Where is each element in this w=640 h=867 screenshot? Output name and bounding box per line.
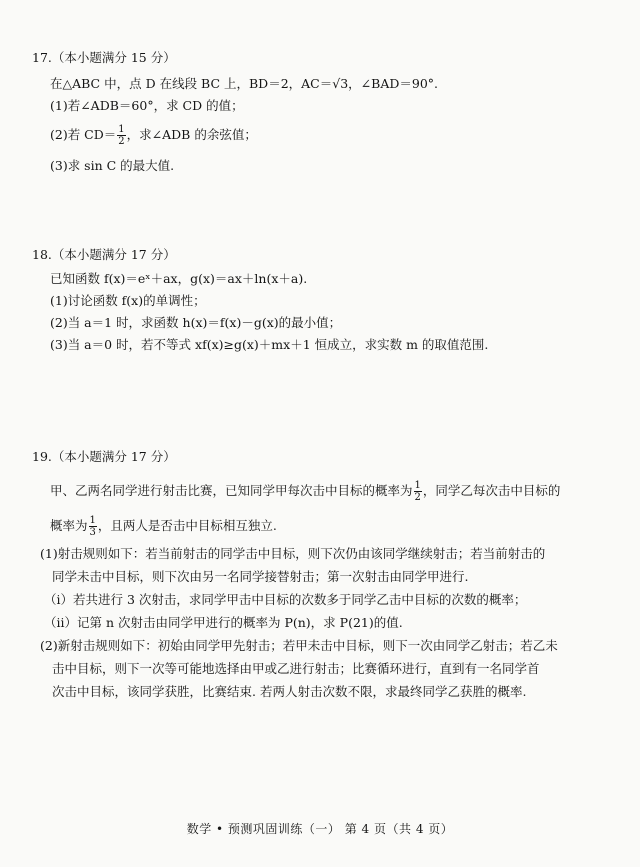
q17-part2-text-end: ，求∠ADB 的余弦值；	[126, 127, 257, 142]
q18-heading: 18.（本小题满分 17 分）	[32, 247, 176, 262]
q19-stem-line2	[50, 515, 277, 538]
q18-part3: (3)当 a＝0 时，若不等式 xf(x)≥g(x)＋mx＋1 恒成立，求实数 m 的取值范围.	[50, 337, 489, 352]
q19-part2-line3: 次击中目标，该同学获胜，比赛结束. 若两人射击次数不限，求最终同学乙获胜的概率.	[52, 684, 527, 699]
fraction-numerator: 1	[414, 480, 421, 491]
q19-stem2-text-end: ，且两人是否击中目标相互独立.	[97, 518, 277, 533]
q17-part2-fraction	[117, 124, 125, 147]
q19-stem1-text-end: ，同学乙每次击中目标的	[422, 483, 561, 498]
q19-stem1-text: 甲、乙两名同学进行射击比赛，已知同学甲每次击中目标的概率为	[50, 483, 413, 498]
q17-part3: (3)求 sin C 的最大值.	[50, 158, 175, 173]
fraction-numerator: 1	[118, 124, 125, 135]
q19-part1-line1: (1)射击规则如下：若当前射击的同学击中目标，则下次仍由该同学继续射击；若当前射击的	[40, 546, 546, 561]
q19-stem1-fraction	[414, 480, 422, 503]
q19-part1-sub-ii: （ⅱ）记第 n 次射击由同学甲进行的概率为 P(n)，求 P(21)的值.	[44, 615, 403, 630]
page-footer: 数学 • 预测巩固训练（一） 第 4 页（共 4 页）	[186, 822, 454, 836]
q18-part2: (2)当 a＝1 时，求函数 h(x)＝f(x)－g(x)的最小值；	[50, 315, 342, 330]
q19-heading: 19.（本小题满分 17 分）	[32, 449, 176, 464]
fraction-denominator: 2	[118, 136, 125, 147]
q17-part2	[50, 124, 257, 147]
q17-heading: 17.（本小题满分 15 分）	[32, 50, 176, 65]
fraction-denominator: 2	[414, 492, 421, 503]
q19-stem2-fraction	[89, 515, 97, 538]
q19-part2-line1: (2)新射击规则如下：初始由同学甲先射击；若甲未击中目标，则下一次由同学乙射击；若乙未	[40, 638, 558, 653]
q17-part1: (1)若∠ADB＝60°，求 CD 的值；	[50, 98, 244, 113]
fraction-numerator: 1	[89, 515, 96, 526]
q19-stem-line1	[50, 480, 560, 503]
q19-part1-line2: 同学未击中目标，则下次由另一名同学接替射击；第一次射击由同学甲进行.	[52, 569, 469, 584]
q17-part2-text: (2)若 CD＝	[50, 127, 117, 142]
q19-part2-line2: 击中目标，则下一次等可能地选择由甲或乙进行射击；比赛循环进行，直到有一名同学首	[52, 661, 540, 676]
q19-part1-sub-i: （ⅰ）若共进行 3 次射击，求同学甲击中目标的次数多于同学乙击中目标的次数的概率；	[44, 592, 527, 607]
q19-stem2-text: 概率为	[50, 518, 88, 533]
q18-part1: (1)讨论函数 f(x)的单调性；	[50, 293, 206, 308]
q18-stem: 已知函数 f(x)＝eˣ＋ax，g(x)＝ax＋ln(x＋a).	[50, 271, 308, 286]
fraction-denominator: 3	[89, 527, 96, 538]
q17-stem: 在△ABC 中，点 D 在线段 BC 上，BD＝2，AC＝√3，∠BAD＝90°.	[50, 76, 439, 91]
